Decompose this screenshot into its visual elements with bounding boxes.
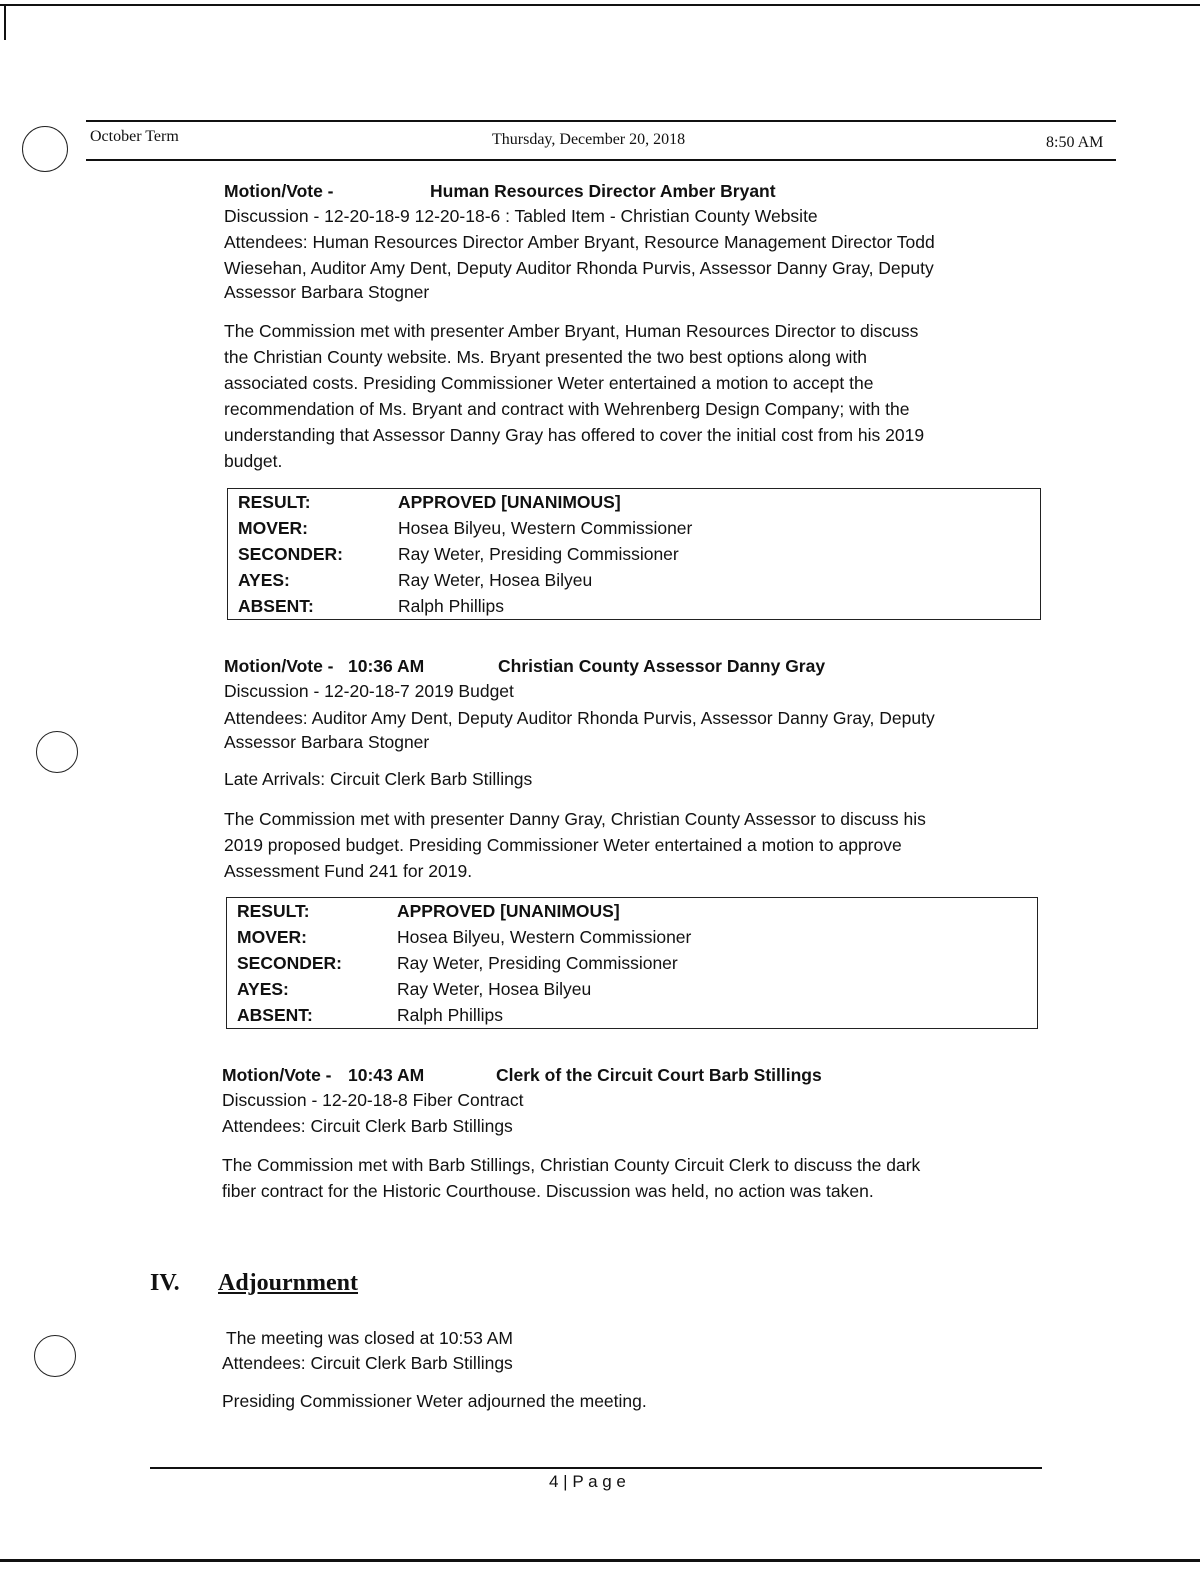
adjournment-closed-time: The meeting was closed at 10:53 AM bbox=[226, 1328, 513, 1348]
vote-value: Hosea Bilyeu, Western Commissioner bbox=[398, 517, 693, 538]
motion-3-time: 10:43 AM bbox=[348, 1065, 425, 1085]
vote-label: RESULT: bbox=[238, 491, 311, 512]
motion-2-discussion: Discussion - 12-20-18-7 2019 Budget bbox=[224, 681, 514, 701]
binder-hole-top bbox=[22, 126, 68, 172]
header-date: Thursday, December 20, 2018 bbox=[492, 131, 686, 148]
binder-hole-bottom bbox=[34, 1335, 76, 1377]
section-number: IV. bbox=[150, 1270, 180, 1296]
vote-value: APPROVED [UNANIMOUS] bbox=[397, 900, 620, 921]
header-bottom-rule bbox=[86, 159, 1116, 161]
vote-value: Ray Weter, Presiding Commissioner bbox=[397, 952, 678, 973]
vote-label: ABSENT: bbox=[237, 1004, 313, 1025]
motion-2-heading bbox=[224, 653, 826, 679]
page-number: 4 | P a g e bbox=[549, 1472, 626, 1491]
motion-1-heading bbox=[224, 178, 776, 204]
motion-3-paragraph-line-1: The Commission met with Barb Stillings, Christian County Circuit Clerk to discuss the dark bbox=[222, 1155, 921, 1175]
motion-3-paragraph-line-2: fiber contract for the Historic Courthouse. Discussion was held, no action was taken. bbox=[222, 1181, 874, 1201]
motion-2-attendees-line-1: Attendees: Auditor Amy Dent, Deputy Auditor Rhonda Purvis, Assessor Danny Gray, Deputy bbox=[224, 708, 935, 728]
vote-value: Ray Weter, Hosea Bilyeu bbox=[397, 978, 592, 999]
vote-value: Ralph Phillips bbox=[397, 1004, 504, 1025]
vote-label: ABSENT: bbox=[238, 595, 314, 616]
motion-1-paragraph-line-3: associated costs. Presiding Commissioner Weter entertained a motion to accept the bbox=[224, 373, 874, 393]
vote-row-seconder bbox=[227, 950, 1038, 976]
section-title: Adjournment bbox=[218, 1270, 359, 1296]
vote-value: Ralph Phillips bbox=[398, 595, 505, 616]
motion-1-vote-table bbox=[227, 488, 1041, 620]
motion-1-paragraph-line-6: budget. bbox=[224, 451, 283, 471]
vote-row-mover bbox=[227, 924, 1038, 950]
motion-2-paragraph-line-2: 2019 proposed budget. Presiding Commissioner Weter entertained a motion to approve bbox=[224, 835, 902, 855]
motion-2-vote-table bbox=[226, 897, 1038, 1029]
motion-2-time: 10:36 AM bbox=[348, 656, 425, 676]
header-time: 8:50 AM bbox=[1046, 134, 1104, 151]
adjournment-attendees: Attendees: Circuit Clerk Barb Stillings bbox=[222, 1353, 513, 1373]
motion-1-presenter: Human Resources Director Amber Bryant bbox=[430, 181, 776, 201]
motion-1-paragraph-line-4: recommendation of Ms. Bryant and contract with Wehrenberg Design Company; with the bbox=[224, 399, 910, 419]
vote-label: SECONDER: bbox=[238, 543, 344, 564]
vote-row-absent bbox=[227, 1002, 1038, 1029]
vote-row-ayes bbox=[228, 567, 1041, 593]
vote-label: MOVER: bbox=[237, 926, 307, 947]
vote-value: Ray Weter, Hosea Bilyeu bbox=[398, 569, 593, 590]
motion-1-attendees-line-1: Attendees: Human Resources Director Amber Bryant, Resource Management Director Todd bbox=[224, 232, 935, 252]
left-border bbox=[4, 4, 6, 40]
vote-value: Hosea Bilyeu, Western Commissioner bbox=[397, 926, 692, 947]
motion-1-label: Motion/Vote - bbox=[224, 181, 334, 201]
motion-1-paragraph-line-1: The Commission met with presenter Amber Bryant, Human Resources Director to discuss bbox=[224, 321, 919, 341]
bottom-border bbox=[0, 1559, 1200, 1562]
motion-2-late-arrivals: Late Arrivals: Circuit Clerk Barb Stillings bbox=[224, 769, 533, 789]
vote-value: Ray Weter, Presiding Commissioner bbox=[398, 543, 679, 564]
vote-label: MOVER: bbox=[238, 517, 308, 538]
binder-hole-middle bbox=[36, 731, 78, 773]
top-border bbox=[0, 4, 1200, 6]
vote-row-seconder bbox=[228, 541, 1041, 567]
vote-label: RESULT: bbox=[237, 900, 310, 921]
vote-row-result bbox=[228, 489, 1041, 516]
adjournment-statement: Presiding Commissioner Weter adjourned the meeting. bbox=[222, 1391, 647, 1411]
vote-row-mover bbox=[228, 515, 1041, 541]
motion-3-presenter: Clerk of the Circuit Court Barb Stillings bbox=[496, 1065, 822, 1085]
motion-1-paragraph-line-5: understanding that Assessor Danny Gray has offered to cover the initial cost from his 2019 bbox=[224, 425, 925, 445]
motion-1-paragraph-line-2: the Christian County website. Ms. Bryant presented the two best options along with bbox=[224, 347, 867, 367]
motion-1-attendees-line-3: Assessor Barbara Stogner bbox=[224, 282, 430, 302]
vote-label: AYES: bbox=[237, 978, 289, 999]
motion-2-paragraph-line-1: The Commission met with presenter Danny Gray, Christian County Assessor to discuss his bbox=[224, 809, 926, 829]
motion-2-paragraph-line-3: Assessment Fund 241 for 2019. bbox=[224, 861, 473, 881]
motion-1-attendees-line-2: Wiesehan, Auditor Amy Dent, Deputy Auditor Rhonda Purvis, Assessor Danny Gray, Deputy bbox=[224, 258, 934, 278]
vote-row-ayes bbox=[227, 976, 1038, 1002]
vote-label: SECONDER: bbox=[237, 952, 343, 973]
vote-label: AYES: bbox=[238, 569, 290, 590]
motion-3-attendees: Attendees: Circuit Clerk Barb Stillings bbox=[222, 1116, 513, 1136]
header-term: October Term bbox=[90, 128, 179, 145]
motion-2-attendees-line-2: Assessor Barbara Stogner bbox=[224, 732, 430, 752]
motion-3-label: Motion/Vote - bbox=[222, 1065, 332, 1085]
motion-2-presenter: Christian County Assessor Danny Gray bbox=[498, 656, 826, 676]
vote-value: APPROVED [UNANIMOUS] bbox=[398, 491, 621, 512]
header-top-rule bbox=[86, 120, 1116, 122]
footer-rule bbox=[150, 1467, 1042, 1469]
vote-row-result bbox=[227, 898, 1038, 925]
vote-row-absent bbox=[228, 593, 1041, 620]
motion-3-discussion: Discussion - 12-20-18-8 Fiber Contract bbox=[222, 1090, 524, 1110]
motion-1-discussion: Discussion - 12-20-18-9 12-20-18-6 : Tabled Item - Christian County Website bbox=[224, 206, 818, 226]
motion-3-heading bbox=[222, 1062, 822, 1088]
motion-2-label: Motion/Vote - bbox=[224, 656, 334, 676]
